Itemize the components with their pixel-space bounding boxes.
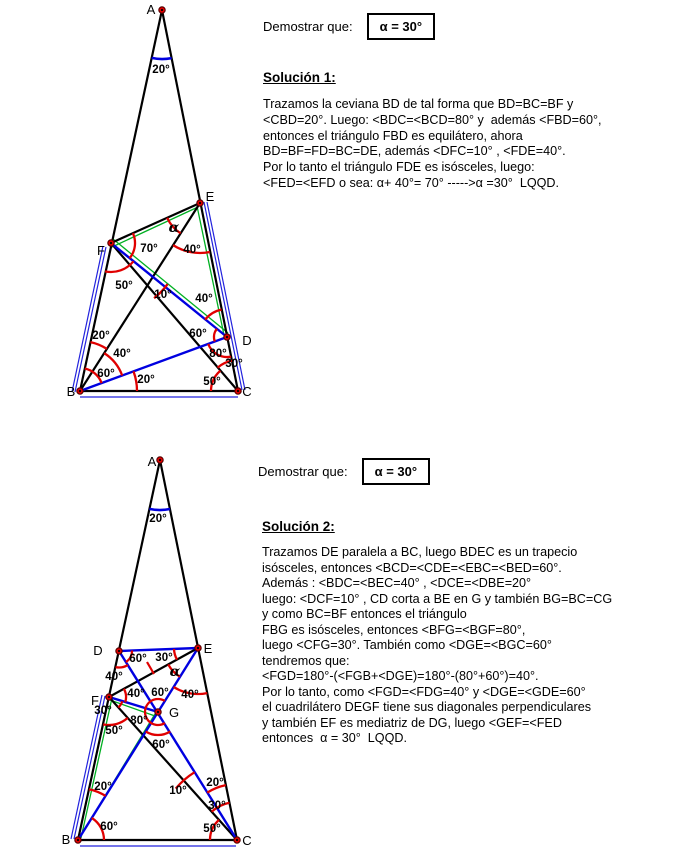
vertex-label: D [242, 333, 252, 348]
vertex-dot-center [79, 390, 81, 392]
text-line: BD=BF=FD=BC=DE, además <DFC=10° , <FDE=40°. [263, 144, 566, 159]
vertex-label: E [203, 641, 213, 656]
angle-arc [116, 665, 128, 667]
vertex-label: C [242, 833, 252, 848]
vertex-dot-center [118, 650, 120, 652]
angle-label: 70° [140, 243, 158, 255]
angle-arc [91, 342, 107, 349]
angle-arc [149, 509, 170, 510]
text-line: y también EF es mediatriz de DG, luego <GEF=<FED [262, 715, 562, 730]
angle-label: 60° [151, 687, 169, 699]
vertex-label: A [147, 454, 157, 469]
angle-label: 60° [189, 328, 207, 340]
vertex-label: G [168, 705, 180, 720]
segment [80, 203, 200, 391]
angle-arc [205, 310, 221, 320]
angle-label: α [169, 664, 181, 680]
vertex-label: F [91, 693, 99, 708]
angle-label: 30° [155, 652, 173, 664]
angle-label: 80° [130, 715, 148, 727]
angle-label: 30° [94, 705, 112, 717]
vertex-label: C [242, 384, 252, 399]
vertex-label: B [66, 384, 76, 399]
text-line: <CBD=20°. Luego: <BDC=<BCD=80° y además <FBD=60°, [263, 112, 602, 127]
vertex-dot-center [197, 647, 199, 649]
vertex-label: D [93, 643, 103, 658]
angle-label: 20° [206, 777, 224, 789]
angle-label: 40° [113, 348, 131, 360]
angle-label: 20° [92, 330, 110, 342]
vertex-dot-center [236, 839, 238, 841]
text-line: entonces α = 30° LQQD. [262, 731, 407, 745]
solution2-heading: Solución 2: [262, 519, 335, 534]
angle-arc [118, 701, 122, 707]
vertex-dot-center [157, 711, 159, 713]
text-line: <FGD=180°-(<FGB+<DGE)=180°-(80°+60°)=40°. [262, 669, 539, 683]
text-line: luego <CFG=30°. También como <DGE=<BGC=60° [262, 638, 552, 652]
angle-label: 20° [149, 513, 167, 525]
angle-arc [174, 649, 177, 660]
text-line: Trazamos DE paralela a BC, luego BDEC es un trapecio [262, 545, 578, 559]
prove-label-2: Demostrar que: [258, 464, 348, 479]
text-line: FBG es isósceles, entonces <BFG=<BGF=80°, [262, 622, 526, 637]
angle-label: 40° [181, 689, 199, 701]
vertex-label: E [205, 189, 215, 204]
prove-statement-2 [258, 458, 430, 485]
text-line: Además : <BDC=<BEC=40° , <DCE=<DBE=20° [262, 576, 532, 590]
angle-arc [152, 58, 172, 59]
angle-label: 50° [105, 725, 123, 737]
solution2-text [262, 545, 612, 747]
angle-label: 20° [152, 64, 170, 76]
vertex-label: A [146, 2, 156, 17]
alpha-value-box-2: α = 30° [362, 458, 430, 485]
angle-label: 50° [203, 823, 221, 835]
angle-label: 60° [100, 821, 118, 833]
angle-label: 40° [127, 688, 145, 700]
solution2-diagram [62, 454, 252, 848]
vertex-dot-center [77, 839, 79, 841]
angle-label: α [168, 220, 180, 236]
text-line: Por lo tanto el triángulo FDE es isósceles, luego: [263, 160, 535, 175]
vertex-dot-center [161, 9, 163, 11]
angle-label: 20° [94, 781, 112, 793]
angle-label: 30° [208, 800, 226, 812]
angle-label: 60° [129, 653, 147, 665]
vertex-label: B [61, 832, 71, 847]
vertex-dot-center [108, 696, 110, 698]
angle-label: 40° [195, 293, 213, 305]
prove-label-1: Demostrar que: [263, 19, 353, 34]
angle-label: 40° [183, 244, 201, 256]
angle-arc [124, 689, 126, 703]
angle-label: 60° [152, 739, 170, 751]
angle-label: 30° [225, 358, 243, 370]
vertex-dot-center [199, 202, 201, 204]
angle-label: 10° [154, 289, 172, 301]
text-line: luego: <DCF=10° , CD corta a BE en G y también BG=BC=CG [262, 591, 613, 606]
text-line: entonces el triángulo FBD es equilátero, ahora [263, 128, 523, 143]
text-line: y como BC=BF entonces el triángulo [262, 607, 467, 621]
angle-label: 80° [209, 348, 227, 360]
vertex-dot-center [237, 390, 239, 392]
angle-label: 50° [115, 280, 133, 292]
text-line: el cuadrilátero DEGF tiene sus diagonales perpendiculares [262, 700, 592, 714]
prove-statement-1 [263, 13, 435, 40]
solution1-heading: Solución 1: [263, 70, 336, 85]
angle-label: 20° [137, 374, 155, 386]
angle-label: 10° [169, 785, 187, 797]
text-line: tendremos que: [262, 653, 350, 668]
vertex-dot-center [159, 459, 161, 461]
segment [74, 696, 105, 839]
segment [119, 648, 198, 651]
solution1-text [263, 97, 602, 192]
text-line: <FED=<EFD o sea: α+ 40°= 70° ----->α =30° LQQD. [263, 175, 560, 190]
angle-arc [214, 329, 217, 342]
solution1-diagram [67, 2, 252, 399]
angle-label: 50° [203, 376, 221, 388]
alpha-value-box-1: α = 30° [367, 13, 435, 40]
angle-label: 60° [97, 368, 115, 380]
segment [147, 662, 154, 674]
text-line: Por lo tanto, como <FGD=<FDG=40° y <DGE=<GDE=60° [262, 684, 586, 699]
angle-label: 40° [105, 671, 123, 683]
vertex-dot-center [226, 336, 228, 338]
vertex-label: F [97, 243, 105, 258]
angle-arc [146, 732, 171, 736]
vertex-dot-center [110, 242, 112, 244]
text-line: isósceles, entonces <BCD=<CDE=<EBC=<BED=60°. [262, 560, 562, 575]
text-line: Trazamos la ceviana BD de tal forma que BD=BC=BF y [263, 97, 574, 111]
